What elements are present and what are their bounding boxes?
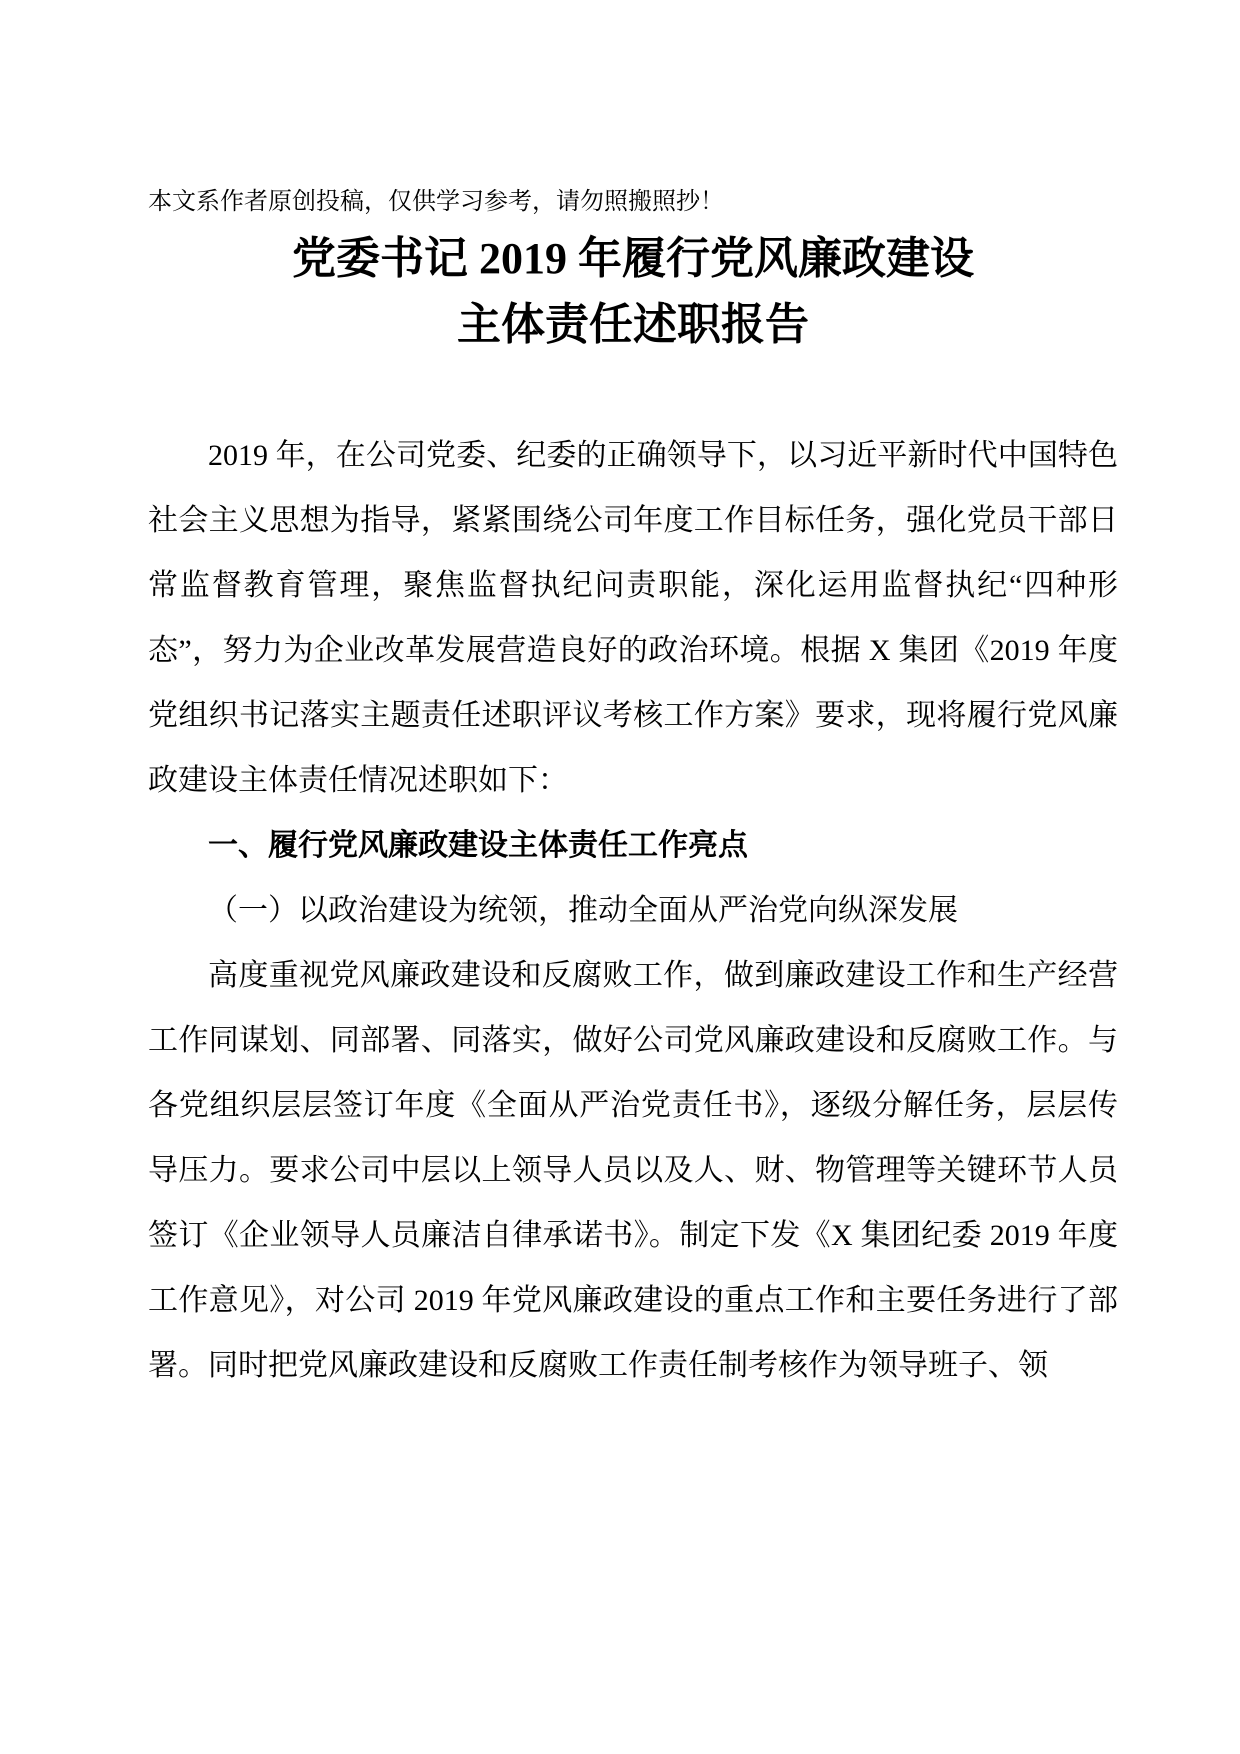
document-title-line-2: 主体责任述职报告 (457, 300, 809, 349)
subsection-heading-1-1: （一）以政治建设为统领，推动全面从严治党向纵深发展 (208, 894, 958, 927)
document-title (148, 226, 1118, 358)
paragraph-section-1-1-body: 高度重视党风廉政建设和反腐败工作，做到廉政建设工作和生产经营工作同谋划、同部署、同落实，做好公司党风廉政建设和反腐败工作。与各党组织层层签订年度《全面从严治党责任书》，逐级分解任务，层层传导压力。要求公司中层以上领导人员以及人、财、物管理等关键环节人员签订《企业领导人员廉洁自律承诺书》。制定下发《X 集团纪委 2019 年度工作意见》，对公司 2019 年党风廉政建设的重点工作和主要任务进行了部署。同时把党风廉政建设和反腐败工作责任制考核作为领导班子、领 (148, 959, 1118, 1382)
document-body (148, 423, 1118, 1398)
document-title-line-1: 党委书记 2019 年履行党风廉政建设 (292, 234, 974, 283)
paragraph-intro: 2019 年，在公司党委、纪委的正确领导下，以习近平新时代中国特色社会主义思想为指导，紧紧围绕公司年度工作目标任务，强化党员干部日常监督教育管理，聚焦监督执纪问责职能，深化运用监督执纪“四种形态”，努力为企业改革发展营造良好的政治环境。根据 X 集团《2019 年度党组织书记落实主题责任述职评议考核工作方案》要求，现将履行党风廉政建设主体责任情况述职如下： (148, 439, 1118, 797)
section-heading-1: 一、履行党风廉政建设主体责任工作亮点 (208, 829, 748, 862)
disclaimer-note: 本文系作者原创投稿，仅供学习参考，请勿照搬照抄！ (148, 188, 724, 215)
